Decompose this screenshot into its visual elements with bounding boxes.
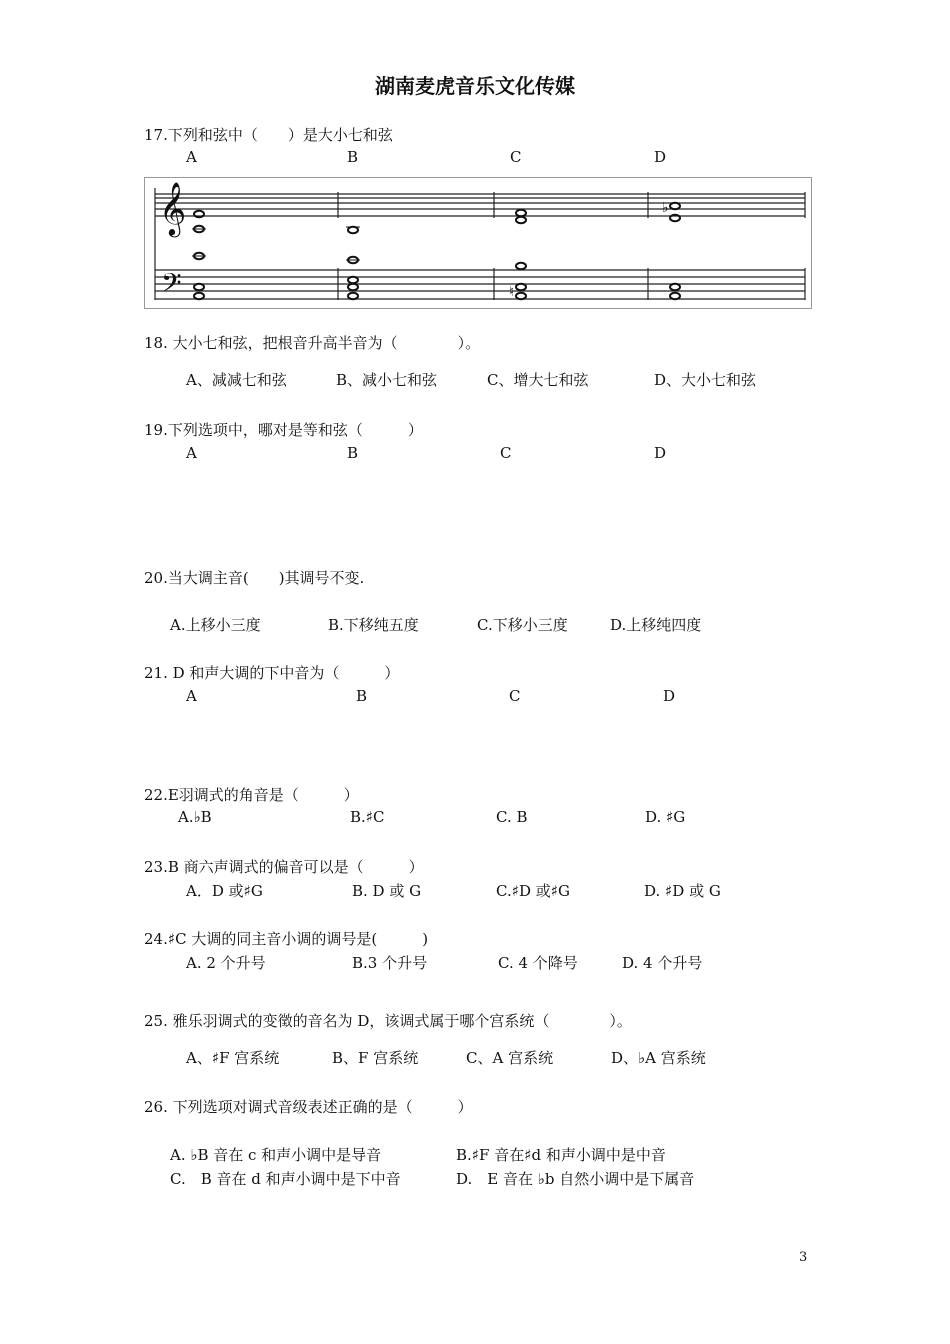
q22-option-a: A.♭B [178, 808, 212, 826]
question-24: 24.♯C 大调的同主音小调的调号是( ) [144, 930, 429, 948]
q17-label-b: B [347, 148, 359, 166]
q18-option-d: D、大小七和弦 [654, 371, 757, 389]
q24-option-b: B.3 个升号 [352, 954, 428, 972]
q17-label-d: D [654, 148, 667, 166]
q20-option-b: B.下移纯五度 [328, 616, 419, 634]
q23-option-c: C.♯D 或♯G [496, 882, 571, 900]
q19-label-c: C [500, 444, 512, 462]
q18-option-c: C、增大七和弦 [487, 371, 589, 389]
question-22: 22.E羽调式的角音是（ ） [144, 786, 359, 804]
q25-option-c: C、A 宫系统 [466, 1049, 554, 1067]
q23-option-a: A．D 或♯G [186, 882, 263, 900]
q21-label-b: B [356, 687, 368, 705]
q20-option-a: A.上移小三度 [170, 616, 261, 634]
q19-label-b: B [347, 444, 359, 462]
q26-option-c: C. B 音在 d 和声小调中是下中音 [170, 1170, 401, 1188]
natural-sign-icon: ♮ [509, 284, 515, 300]
question-19: 19.下列选项中，哪对是等和弦（ ） [144, 421, 423, 439]
q20-option-c: C.下移小三度 [477, 616, 568, 634]
question-18: 18. 大小七和弦，把根音升高半音为（ ）。 [144, 334, 481, 352]
treble-clef-icon: 𝄞 [159, 181, 187, 235]
question-23: 23.B 商六声调式的偏音可以是（ ） [144, 858, 424, 876]
q26-option-d: D. E 音在 ♭b 自然小调中是下属音 [456, 1170, 695, 1188]
question-17: 17.下列和弦中（ ）是大小七和弦 [144, 126, 393, 144]
q26-option-a: A. ♭B 音在 c 和声小调中是导音 [170, 1146, 382, 1164]
q21-label-d: D [663, 687, 676, 705]
q25-option-b: B、F 宫系统 [332, 1049, 419, 1067]
q17-label-c: C [510, 148, 522, 166]
q23-option-d: D. ♯D 或 G [644, 882, 721, 900]
q24-option-c: C. 4 个降号 [498, 954, 578, 972]
question-21: 21. D 和声大调的下中音为（ ） [144, 664, 400, 682]
q22-option-d: D. ♯G [645, 808, 686, 826]
q19-label-a: A [186, 444, 197, 462]
q22-option-b: B.♯C [350, 808, 385, 826]
q18-option-b: B、减小七和弦 [336, 371, 438, 389]
grand-staff [145, 178, 811, 308]
question-20: 20.当大调主音( )其调号不变. [144, 569, 365, 587]
q24-option-d: D. 4 个升号 [622, 954, 703, 972]
q23-option-b: B. D 或 G [352, 882, 422, 900]
q19-label-d: D [654, 444, 667, 462]
question-26: 26. 下列选项对调式音级表述正确的是（ ） [144, 1098, 473, 1116]
q25-option-d: D、♭A 宫系统 [611, 1049, 706, 1067]
q26-option-b: B.♯F 音在♯d 和声小调中是中音 [456, 1146, 666, 1164]
page-number: 3 [799, 1250, 808, 1265]
q20-option-d: D.上移纯四度 [610, 616, 702, 634]
q17-label-a: A [186, 148, 197, 166]
music-staff-figure [144, 177, 812, 309]
q18-option-a: A、减减七和弦 [186, 371, 287, 389]
q21-label-c: C [509, 687, 521, 705]
bass-clef-icon: 𝄢 [161, 267, 182, 305]
q22-option-c: C. B [496, 808, 528, 826]
page-title: 湖南麦虎音乐文化传媒 [375, 74, 575, 98]
flat-sign-icon: ♭ [662, 200, 669, 216]
question-25: 25. 雅乐羽调式的变徵的音名为 D，该调式属于哪个宫系统（ ）。 [144, 1012, 632, 1030]
q24-option-a: A. 2 个升号 [186, 954, 266, 972]
q21-label-a: A [186, 687, 197, 705]
q25-option-a: A、♯F 宫系统 [186, 1049, 280, 1067]
